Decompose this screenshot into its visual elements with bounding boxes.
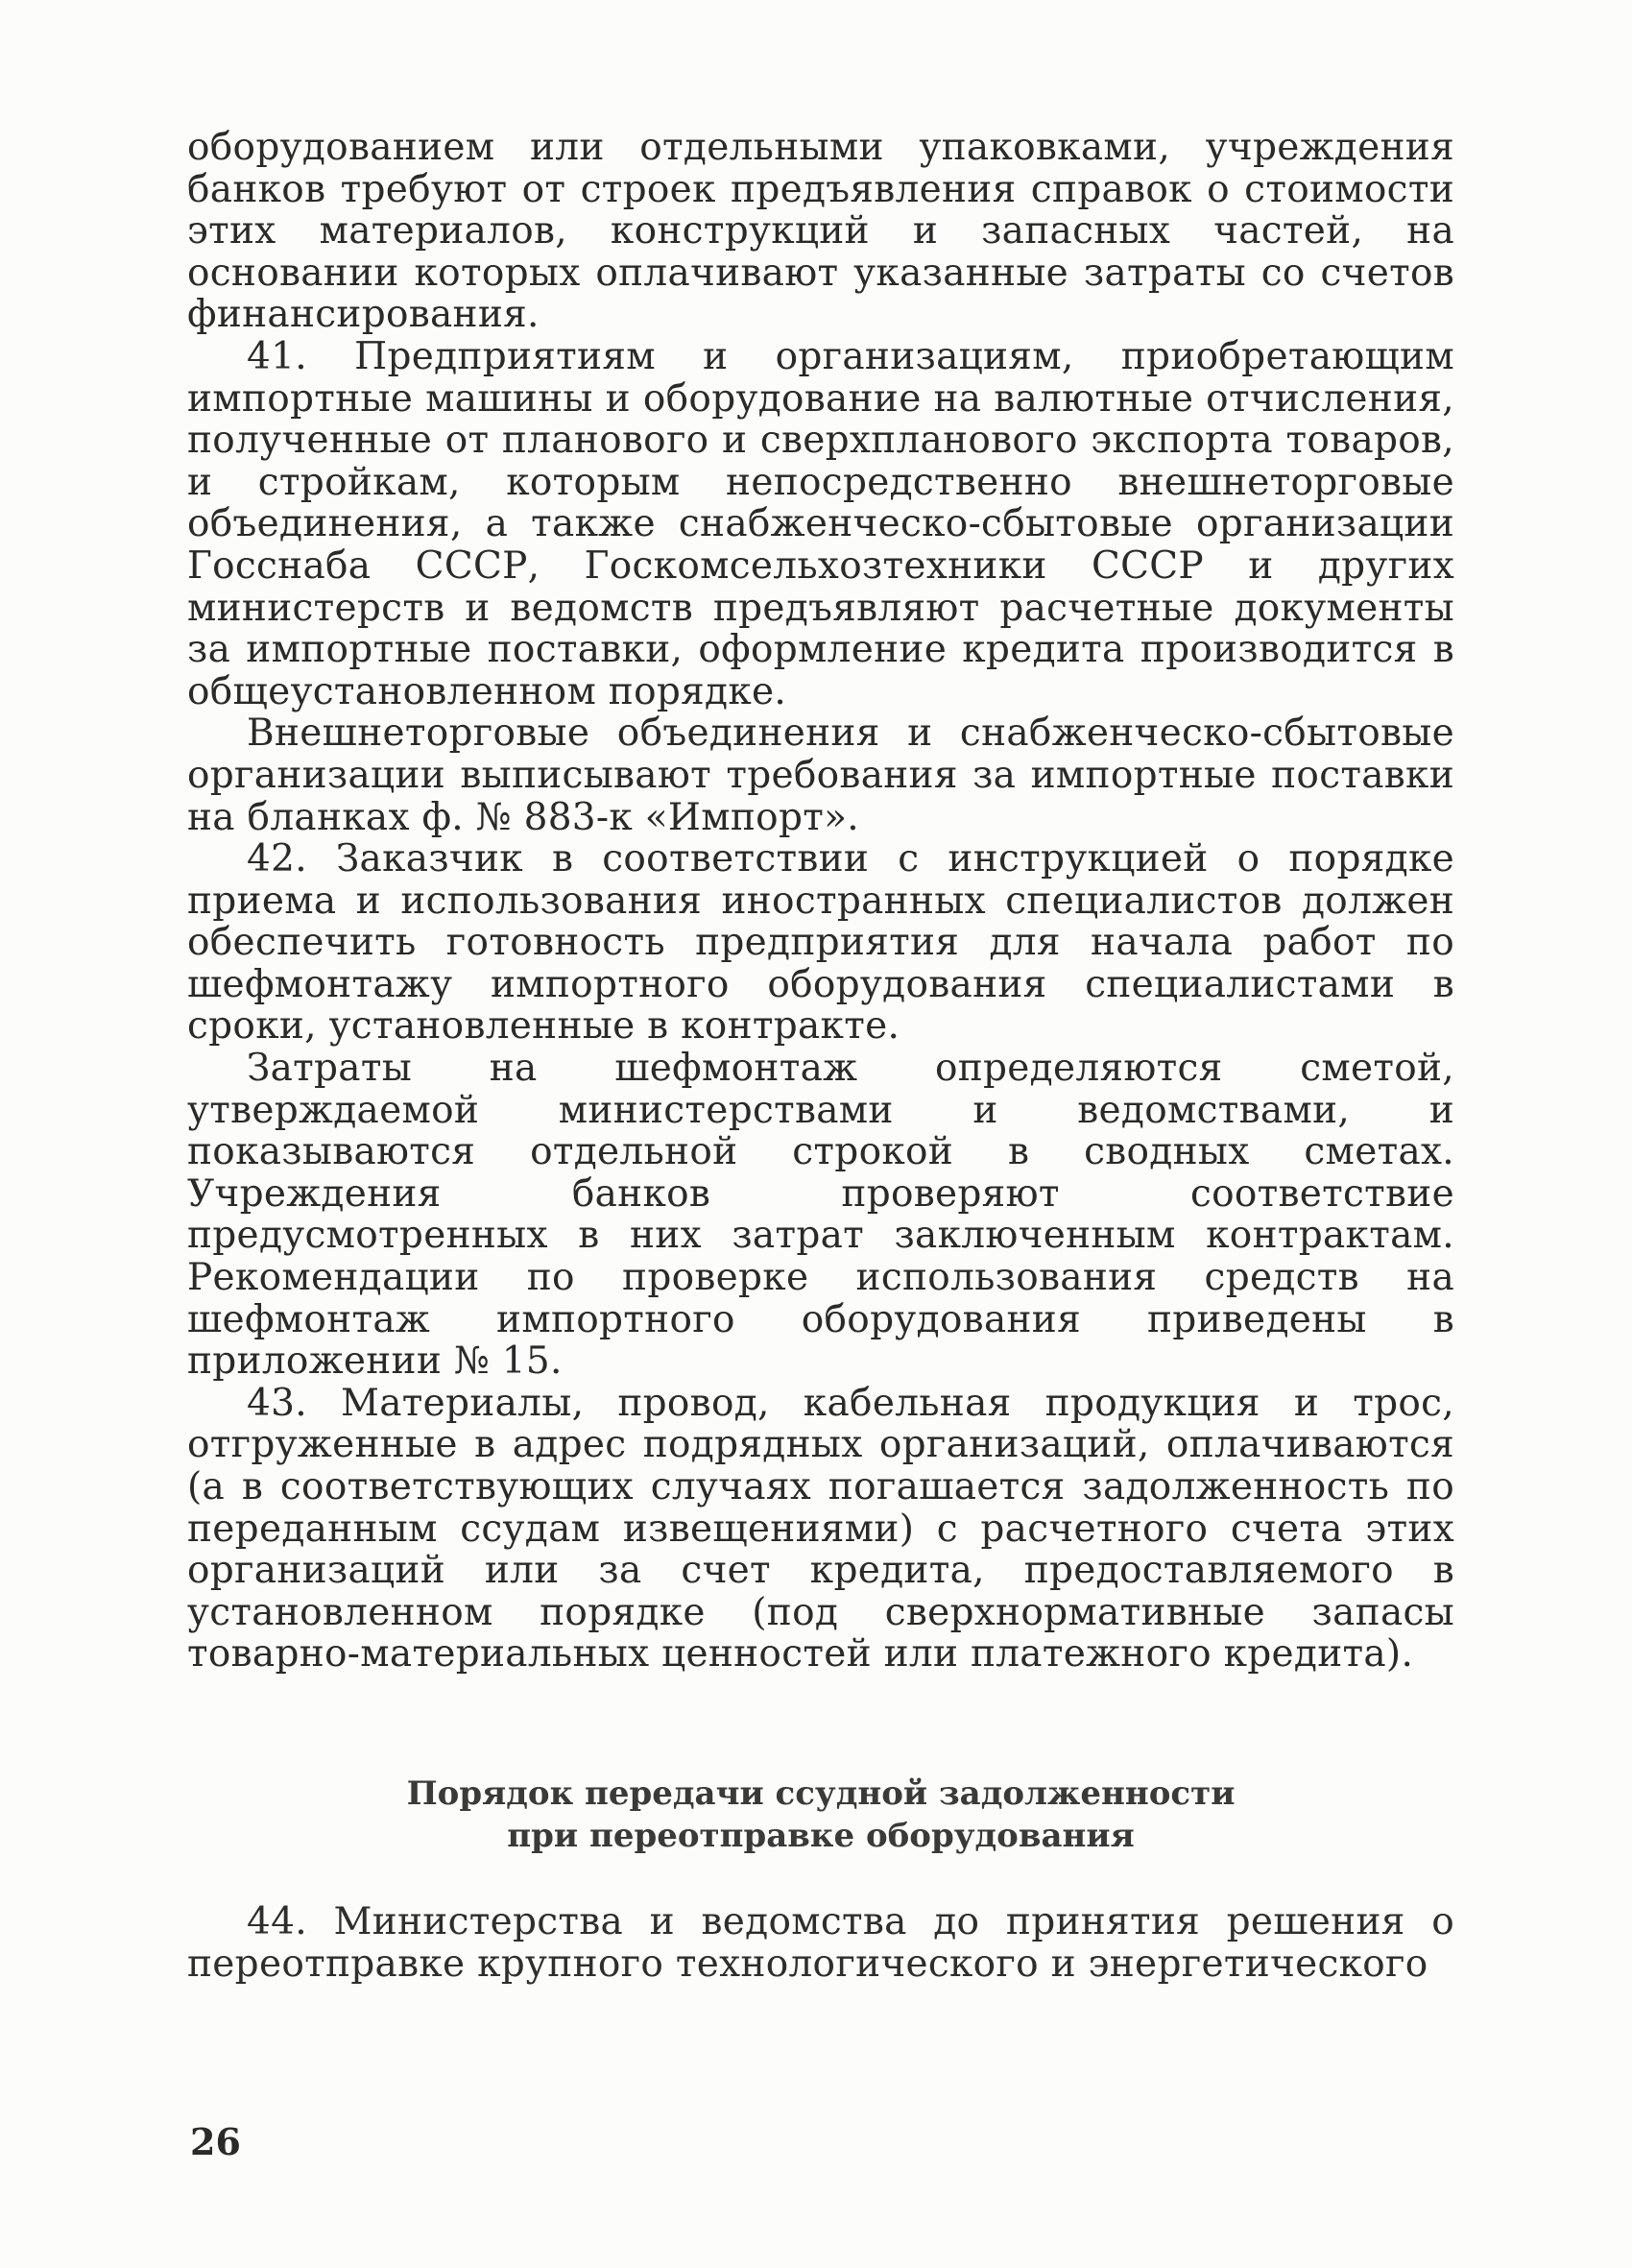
section-heading-line-2: при переотправке оборудования: [507, 1817, 1135, 1855]
paragraph-43: 43. Материалы, провод, кабельная продукция и трос, отгруженные в адрес подрядных организаций, оплачиваются (а в соответствующих случаях погашается задолженность по переданным ссудам извещениями) с расчетного счета этих организаций или за счет кредита, предоставляемого в установленном порядке (под сверхнормативные запасы товарно-материальных ценностей или платежного кредита).: [187, 1381, 1454, 1677]
paragraph-42-supervision-costs: Затраты на шефмонтаж определяются сметой, утверждаемой министерствами и ведомствами, и показываются отдельной строкой в сводных сметах. Учреждения банков проверяют соответствие предусмотренных в них затрат заключенным контрактам. Рекомендации по проверке использования средств на шефмонтаж импортного оборудования приведены в приложении № 15.: [187, 1047, 1454, 1384]
paragraph-41: 41. Предприятиям и организациям, приобретающим импортные машины и оборудование на валютные отчисления, полученные от планового и сверхпланового экспорта товаров, и стройкам, которым непосредственно внешнеторговые объединения, а также снабженческо-сбытовые организации Госснаба СССР, Госкомсельхозтехники СССР и других министерств и ведомств предъявляют расчетные документы за импортные поставки, оформление кредита производится в общеустановленном порядке.: [187, 334, 1454, 713]
section-heading-line-1: Порядок передачи ссудной задолженности: [406, 1774, 1236, 1813]
paragraph-44-block: [187, 1901, 1454, 1986]
body-text: [187, 127, 1454, 1676]
paragraph-44: 44. Министерства и ведомства до принятия решения о переотправке крупного технологического и энергетического: [187, 1900, 1454, 1986]
section-heading: [187, 1773, 1454, 1857]
paragraph-41-import-forms: Внешнеторговые объединения и снабженческо-сбытовые организации выписывают требования за импортные поставки на бланках ф. № 883-к «Импорт».: [187, 712, 1454, 839]
page-number: 26: [190, 2120, 241, 2163]
paragraph-continued: оборудованием или отдельными упаковками, учреждения банков требуют от строек предъявления справок о стоимости этих материалов, конструкций и запасных частей, на основании которых оплачивают указанные затраты со счетов финансирования.: [187, 126, 1454, 337]
paragraph-42: 42. Заказчик в соответствии с инструкцией о порядке приема и использования иностранных специалистов должен обеспечить готовность предприятия для начала работ по шефмонтажу импортного оборудования специалистами в сроки, установленные в контракте.: [187, 837, 1454, 1049]
